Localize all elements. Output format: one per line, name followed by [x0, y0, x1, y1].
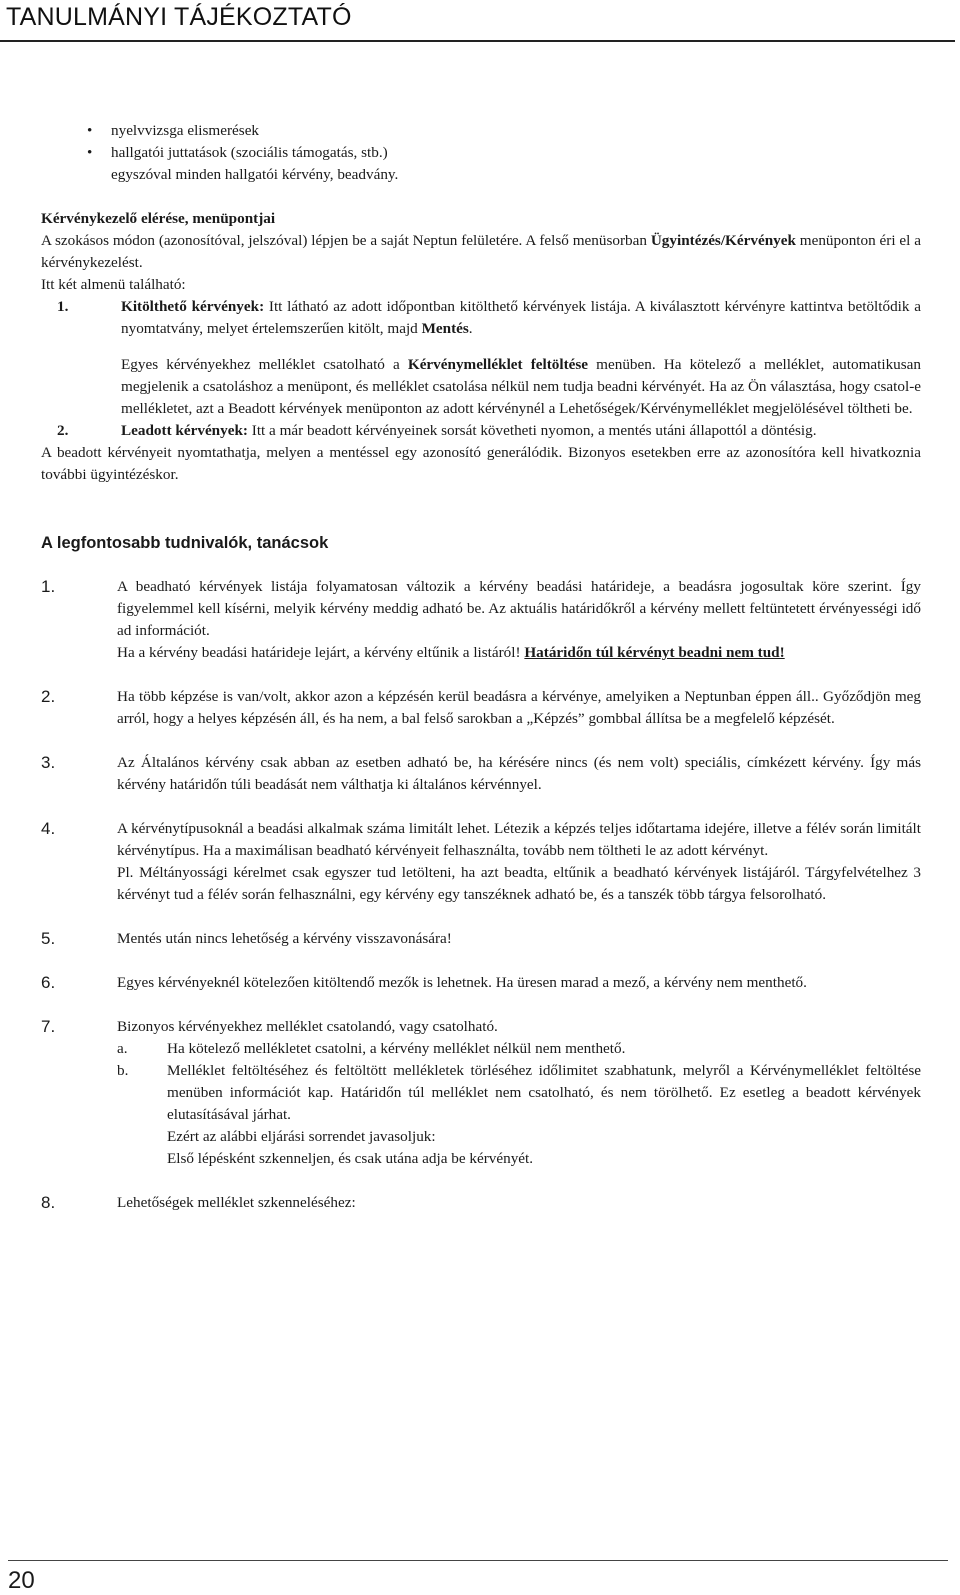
section-title-tips: A legfontosabb tudnivalók, tanácsok: [41, 534, 329, 552]
access-intro: A szokásos módon (azonosítóval, jelszóval) lépjen be a saját Neptun felületére. A felső menüsorban Ügyintézés/Kérvények menüponton éri el a kérvénykezelést.: [41, 232, 921, 271]
sub-item: b. Melléklet feltöltéséhez és feltöltött mellékletek törléséhez időlimitet szabhatunk, melyről a Kérvénymelléklet feltöltése menüben információt kap. Határidőn túl melléklet nem csatolható, és nem törölhető. Ez esetleg a beadott kérvények elutasításával járhat. Ezért az alábbi eljárási sorrendet javasoljuk: Első lépésként szkenneljen, és csak utána adja be kérvényét.: [117, 1062, 921, 1167]
list-item: egyszóval minden hallgatói kérvény, beadvány.: [111, 166, 399, 183]
submenu-item-2: 2. Leadott kérvények: Itt a már beadott kérvényeinek sorsát követheti nyomon, a mentés utáni állapottól a döntésig.: [57, 422, 817, 439]
tip-item: 5. Mentés után nincs lehetőség a kérvény visszavonására!: [41, 929, 452, 948]
bullet-icon: •: [87, 122, 93, 139]
page-header: [0, 0, 955, 42]
tip-item: 7. Bizonyos kérvényekhez melléklet csatolandó, vagy csatolható. a. Ha kötelező mellékletet csatolni, a kérvény melléklet nélkül nem menthető. b. Melléklet feltöltéséhez és feltöltött mellékletek törléséhez időlimitet szabhatunk, melyről a Kérvénymelléklet feltöltése menüben információt kap. Határidőn túl melléklet nem csatolható, és nem törölhető. Ez esetleg a beadott kérvények elutasításával járhat. Ezért az alábbi eljárási sorrendet javasoljuk: Első lépésként szkenneljen, és csak utána adja be kérvényét.: [41, 1016, 921, 1170]
bullet-icon: •: [87, 144, 93, 161]
tip-item: 6. Egyes kérvényeknél kötelezően kitöltendő mezők is lehetnek. Ha üresen marad a mező, a kérvény nem menthető.: [41, 973, 807, 992]
list-item: • nyelvvizsga elismerések: [41, 120, 921, 142]
attachment-note: Egyes kérvényekhez melléklet csatolható a Kérvénymelléklet feltöltése menüben. Ha kötelező a melléklet, automatikusan megjelenik a csatoláshoz a menüpont, és melléklet csatolása nélkül nem tudja beadni kérvényét. Ha az Ön választása, hogy csatol-e mellékletet, azt a Beadott kérvények menüponton az adott kérvénynél a Lehetőségek/Kérvénymelléklet megjelölésével töltheti be.: [121, 356, 922, 417]
submenu-intro: Itt két almenü található:: [41, 276, 186, 293]
tip-item: 3. Az Általános kérvény csak abban az esetben adható be, ha kérésére nincs (és nem volt) speciális, címkézett kérvény. Így más kérvény határidőn túli beadását nem válthatja ki általános kérvénnyel.: [41, 753, 921, 793]
document-body: [41, 120, 921, 1214]
list-item: • hallgatói juttatások (szociális támogatás, stb.): [41, 142, 921, 164]
tip-item: 1. A beadható kérvények listája folyamatosan változik a kérvény beadási határideje, a beadásra jogosultak köre szerint. Így figyelemmel kell kísérni, melyik kérvény meddig adható be. Az aktuális határidőkről a kérvény mellett feltüntetett érvényességi idő ad információt. Ha a kérvény beadási határideje lejárt, a kérvény eltűnik a listáról! Határidőn túl kérvényt beadni nem tud!: [41, 577, 921, 661]
print-note: A beadott kérvényeit nyomtathatja, melyen a mentéssel egy azonosító generálódik. Bizonyos esetekben erre az azonosítóra kell hivatkoznia további ügyintézéskor.: [41, 444, 921, 483]
page-number: 20: [8, 1567, 35, 1594]
section-title-access: Kérvénykezelő elérése, menüpontjai: [41, 210, 276, 227]
tip-item: 2. Ha több képzése is van/volt, akkor azon a képzésén kerül beadásra a kérvénye, amelyiken a Neptunban éppen áll.. Győződjön meg arról, hogy a helyes képzésén áll, és ha nem, a bal felső sarokban a „Képzés” gombbal állítsa be a megfelelő képzését.: [41, 687, 921, 727]
submenu-item-1: 1. Kitölthető kérvények: Itt látható az adott időpontban kitölthető kérvények listája. A kiválasztott kérvényre kattintva betöltődik a nyomtatvány, melyet értelemszerűen kitölt, majd Mentés.: [57, 298, 921, 337]
sub-item: a. Ha kötelező mellékletet csatolni, a kérvény melléklet nélkül nem menthető.: [117, 1040, 626, 1057]
bullet-list: [41, 120, 921, 186]
tip-item: 4. A kérvénytípusoknál a beadási alkalmak száma limitált lehet. Létezik a képzés teljes időtartama idejére, illetve a félév során limitált kérvénytípus. Ha a maximálisan beadható kérvényeit felhasználta, tovább nem töltheti le az adott kérvényt. Pl. Méltányossági kérelmet csak egyszer tud letölteni, ha azt beadta, eltűnik a beadható kérvények listájáról. Tárgyfelvételhez 3 kérvényt tud a félév során felhasználni, egy kérvény egy tanszéknek adható be, és a tanszék több tárgya felsorolható.: [41, 819, 921, 903]
page-footer: [8, 1560, 948, 1594]
tip-item: 8. Lehetőségek melléklet szkenneléséhez:: [41, 1193, 356, 1212]
header-title: TANULMÁNYI TÁJÉKOZTATÓ: [6, 3, 352, 31]
